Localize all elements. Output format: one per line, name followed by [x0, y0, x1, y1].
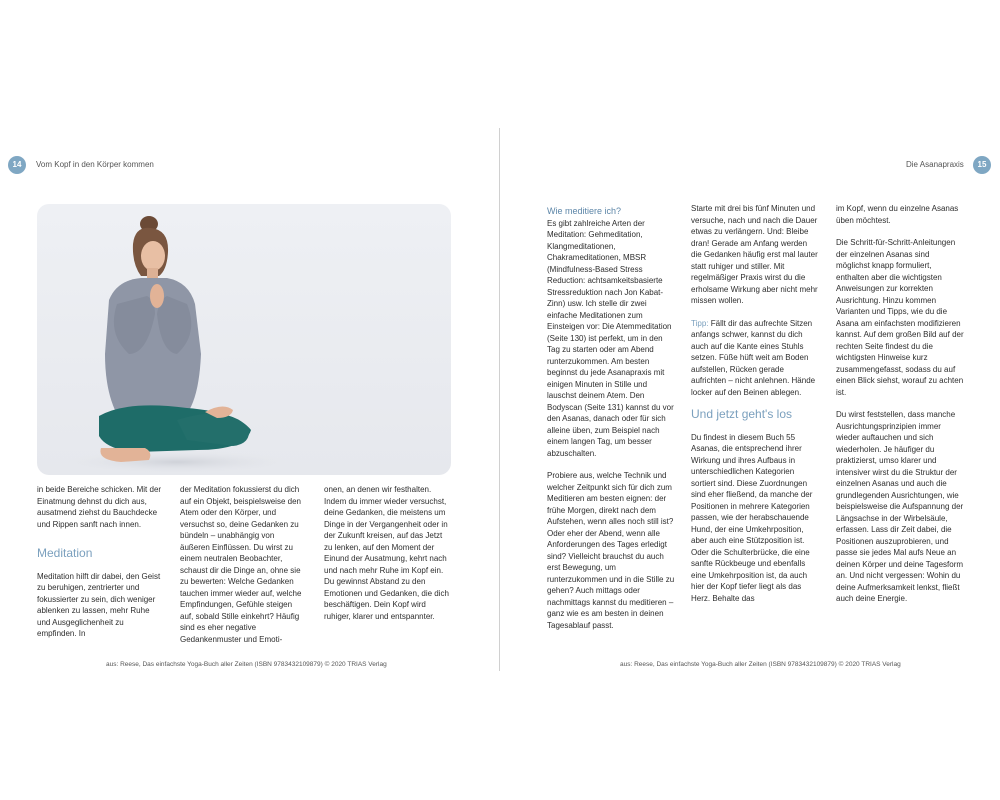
running-head-left: Vom Kopf in den Körper kommen: [36, 160, 154, 169]
right-column-3: [836, 203, 964, 616]
meditation-photo: [37, 204, 451, 475]
section-heading-lets-go: Und jetzt geht's los: [691, 407, 793, 421]
paragraph: im Kopf, wenn du einzelne Asanas üben möchtest.: [836, 204, 959, 225]
right-column-1: [547, 206, 675, 642]
left-column-1: [37, 484, 163, 651]
paragraph: Probiere aus, welche Technik und welcher Zeitpunkt sich für dich zum Meditieren am besten eignen: der frühe Morgen, direkt nach dem Aufstehen, wenn alles noch still ist? Oder eher der Abend, wenn alle Anforderungen des Tages erledigt sind? Vielleicht brauchst du auch erst Bewegung, um runterzukommen und in die Stille zu gehen? Auch mittags oder nachmittags kannst du meditieren – ganz wie es am besten in deinen Tagesablauf passt.: [547, 471, 675, 630]
paragraph: Starte mit drei bis fünf Minuten und versuche, nach und nach die Dauer etwas zu verlängern. Und: Bleibe dran! Gerade am Anfang werden die Gedanken häufig erst mal lauter statt ruhiger und stiller. Mit regelmäßiger Praxis wirst du die erholsame Wirkung aber nicht mehr missen wollen.: [691, 204, 818, 305]
paragraph: Du findest in diesem Buch 55 Asanas, die entsprechend ihrer Wirkung und ihres Aufbaus in unterschiedlichen Kategorien sortiert sind. Diese Zuordnungen sind eher fließend, da manche der Positionen in mehrere Kategorien passen, wie der herabschauende Hund, der eine Umkehrposition, aber auch eine Stützposition ist. Oder die Schulterbrücke, die eine sanfte Rückbeuge und ebenfalls eine Umkehrposition ist, da auch hier der Kopf tiefer liegt als das Herz. Behalte das: [691, 432, 813, 603]
left-column-3: [324, 484, 450, 633]
section-heading-how-to-meditate: Wie meditiere ich?: [547, 206, 622, 216]
paragraph: onen, an denen wir festhalten. Indem du immer wieder versuchst, deine Gedanken, die meistens um Dinge in der Vergangenheit oder in der Zukunft kreisen, auf das Jetzt zu lenken, auf den Moment der Einund der Ausatmung, kehrt nach und nach mehr Ruhe im Kopf ein. Du gewinnst Abstand zu den Emotionen und Gedanken, die dich beschäftigen. Dein Kopf wird ruhiger, klarer und entspannter.: [324, 485, 449, 621]
tip-label: Tipp:: [691, 318, 709, 328]
section-heading-meditation: Meditation: [37, 546, 93, 560]
footer-right: aus: Reese, Das einfachste Yoga-Buch aller Zeiten (ISBN 9783432109879) © 2020 TRIAS Verlag: [620, 661, 901, 668]
paragraph: Du wirst feststellen, dass manche Ausrichtungsprinzipien immer wieder auftauchen und sich wiederholen. Je häufiger du praktizierst, umso klarer und intensiver wirst du die Struktur der einzelnen Asanas und auch die grundlegenden Ausrichtungen, wie beispielsweise die Aufspannung der Längsachse in der Wirbelsäule, erfassen. Lass dir Zeit dabei, die Positionen auszuprobieren, und passe sie jedes Mal aufs Neue an deinen Körper und deine Tagesform an. Und nicht vergessen: Wohin du deine Aufmerksamkeit lenkst, fließt auch deine Energie.: [836, 410, 964, 603]
footer-left: aus: Reese, Das einfachste Yoga-Buch aller Zeiten (ISBN 9783432109879) © 2020 TRIAS Verlag: [106, 661, 387, 668]
paragraph: der Meditation fokussierst du dich auf ein Objekt, beispielsweise den Atem oder den Körper, und versuchst so, deine Gedanken zu bündeln – unabhängig von äußeren Einflüssen. Du wirst zu einem neutralen Beobachter, schaust dir die Dinge an, ohne sie zu bewerten: Welche Gedanken tauchen immer wieder auf, welche Empfindungen, Gefühle steigen auf, sobald Stille einkehrt? Häufig sind es eher negative Gedankenmuster und Emoti-: [180, 485, 302, 644]
paragraph: Meditation hilft dir dabei, den Geist zu beruhigen, zentrierter und fokussierter zu sein, dich weniger ablenken zu lassen, mehr Ruhe und Ausgeglichenheit zu empfinden. In: [37, 571, 161, 638]
page-number-right: 15: [973, 156, 991, 174]
paragraph: Die Schritt-für-Schritt-Anleitungen der einzelnen Asanas sind möglichst knapp formuliert, enthalten aber die wichtigsten Anweisungen zur korrekten Ausrichtung. Hinzu kommen Varianten und Tipps, wie du die Asana am einfachsten modifizieren kannst. Auf dem großen Bild auf der rechten Seite findest du die wichtigsten Hinweise kurz zusammengefasst, sodass du auf einen Blick siehst, worauf zu achten ist.: [836, 238, 964, 397]
paragraph: Es gibt zahlreiche Arten der Meditation: Gehmeditation, Klangmeditationen, Chakrameditationen, MBSR (Mindfulness-Based Stress Reduction: achtsamkeitsbasierte Stressreduktion nach Jon Kabat-Zinn) usw. Ich stelle dir zwei einfache Meditationen zum Einsteigen vor: Die Atemmeditation (Seite 130) ist perfekt, um in den Tag zu starten oder am Abend runterzukommen. Am besten beginnst du jede Asanapraxis mit einigen Minuten in Stille und lauschst deinem Atem. Den Bodyscan (Seite 131) kannst du vor den Asanas, danach oder für sich alleine üben, zum Beispiel nach einem langen Tag, um besser abzuschalten.: [547, 218, 674, 458]
tip-box: [691, 318, 819, 399]
paragraph: in beide Bereiche schicken. Mit der Einatmung dehnst du dich aus, ausatmend ziehst du Bauchdecke und Rippen sanft nach innen.: [37, 485, 162, 529]
left-column-2: [180, 484, 306, 656]
page-gutter: [499, 128, 500, 671]
tip-text: Fällt dir das aufrechte Sitzen anfangs schwer, kannst du dich auch auf die Kante eines Stuhls setzen. Füße hüft weit am Boden aufstellen, Rücken gerade aufrichten – nicht anlehnen. Hände locker auf den Beinen ablegen.: [691, 318, 816, 397]
woman-meditating-illustration: [37, 204, 451, 475]
right-column-2: [691, 203, 819, 615]
running-head-right: Die Asanapraxis: [906, 160, 964, 169]
page-number-left: 14: [8, 156, 26, 174]
